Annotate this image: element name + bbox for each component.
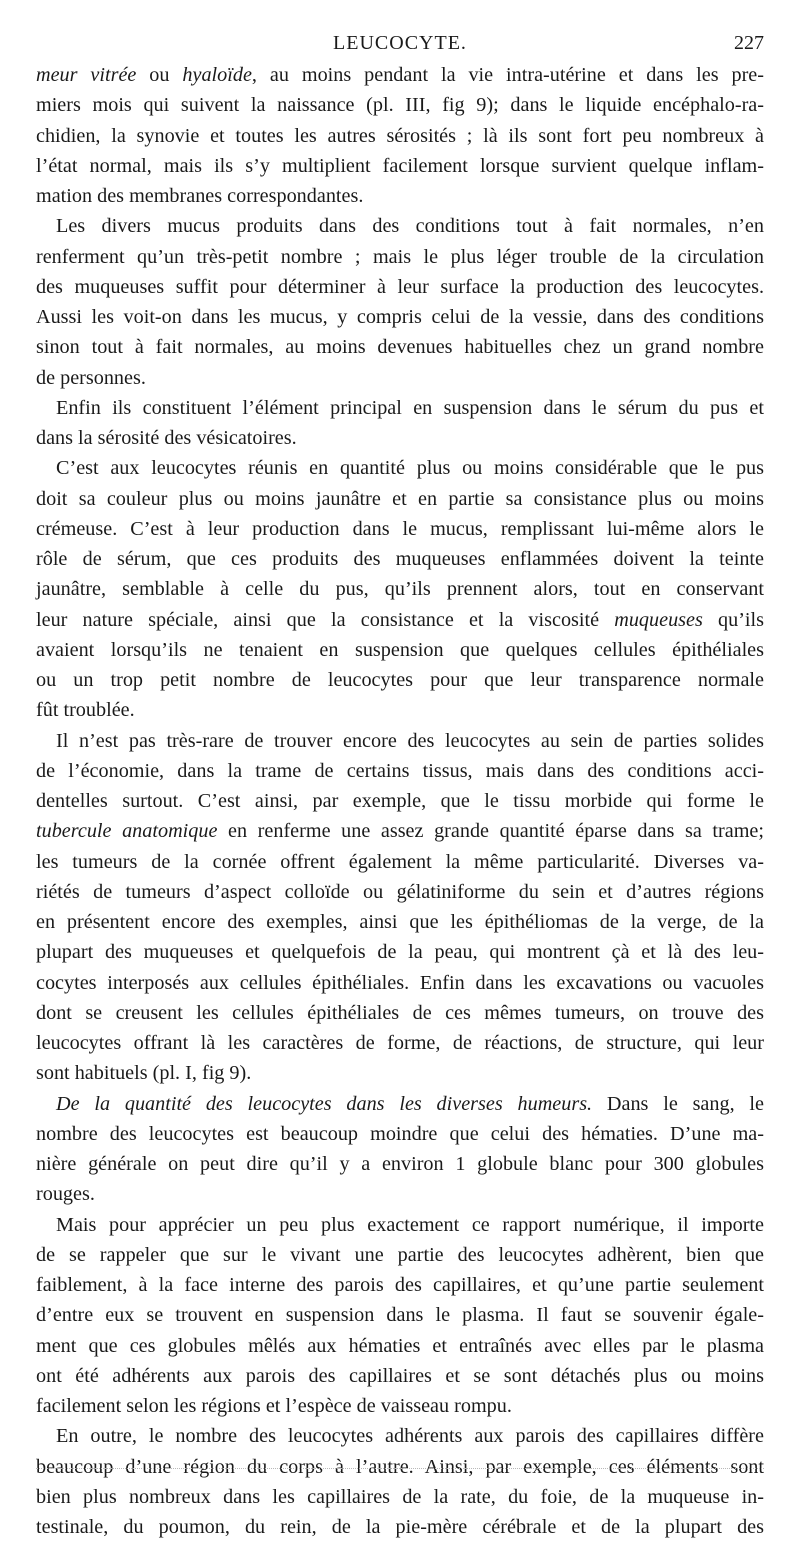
text-segment: dont se creusent les cellules épithéliales de ces mêmes tumeurs, on trouve des bbox=[36, 1001, 764, 1024]
text-segment: ou bbox=[136, 64, 183, 86]
italic-text: tubercule anatomique bbox=[36, 820, 218, 843]
text-line bbox=[36, 242, 764, 272]
text-line bbox=[36, 1391, 764, 1421]
text-line bbox=[36, 1452, 764, 1482]
text-line bbox=[36, 1210, 764, 1240]
text-segment: crémeuse. C’est à leur production dans le mucus, remplissant lui-même alors le bbox=[36, 517, 764, 540]
text-line bbox=[36, 90, 764, 120]
running-title: LEUCOCYTE. bbox=[333, 32, 467, 54]
text-segment: Enfin ils constituent l’élément principal en suspension dans le sérum du pus et bbox=[56, 396, 764, 419]
text-line bbox=[36, 151, 764, 181]
text-segment: de personnes. bbox=[36, 366, 146, 389]
text-segment: Les divers mucus produits dans des conditions tout à fait normales, n’en bbox=[56, 215, 764, 238]
text-segment: beaucoup d’une région du corps à l’autre. Ainsi, par exemple, ces éléments sont bbox=[36, 1455, 764, 1478]
text-line bbox=[36, 393, 764, 423]
text-segment: testinale, du poumon, du rein, de la pie-mère cérébrale et de la plupart des bbox=[36, 1516, 764, 1538]
text-segment: C’est aux leucocytes réunis en quantité plus ou moins considérable que le pus bbox=[56, 457, 764, 480]
text-segment: en présentent encore des exemples, ainsi que les épithéliomas de la verge, de la bbox=[36, 911, 764, 933]
text-line bbox=[36, 1300, 764, 1330]
text-segment: plupart des muqueuses et quelquefois de la peau, qui montrent çà et là des leu- bbox=[36, 941, 764, 964]
text-segment: bien plus nombreux dans les capillaires de la rate, du foie, de la muqueuse in- bbox=[36, 1485, 764, 1508]
text-line bbox=[36, 1089, 764, 1119]
text-line bbox=[36, 121, 764, 151]
text-segment: nière générale on peut dire qu’il y a environ 1 globule blanc pour 300 globules bbox=[36, 1153, 764, 1175]
text-line bbox=[36, 847, 764, 877]
text-segment: cocytes interposés aux cellules épithéliales. Enfin dans les excavations ou vacuoles bbox=[36, 971, 764, 994]
text-line bbox=[36, 181, 764, 211]
text-line bbox=[36, 1058, 764, 1088]
text-segment: d’entre eux se trouvent en suspension dans le plasma. Il faut se souvenir égale- bbox=[36, 1304, 764, 1327]
text-line bbox=[36, 1331, 764, 1361]
text-line bbox=[36, 756, 764, 786]
text-line bbox=[36, 272, 764, 302]
text-segment: leur nature spéciale, ainsi que la consistance et la viscosité bbox=[36, 608, 615, 631]
text-line bbox=[36, 726, 764, 756]
text-line bbox=[36, 574, 764, 604]
text-segment: riétés de tumeurs d’aspect colloïde ou gélatiniforme du sein et d’autres régions bbox=[36, 880, 764, 903]
italic-text: muqueuses bbox=[614, 608, 703, 631]
text-line bbox=[36, 1240, 764, 1270]
text-segment: de l’économie, dans la trame de certains tissus, mais dans des conditions acci- bbox=[36, 759, 764, 782]
text-segment: ont été adhérents aux parois des capillaires et se sont détachés plus ou moins bbox=[36, 1364, 764, 1387]
text-line bbox=[36, 1028, 764, 1058]
text-line bbox=[36, 1179, 764, 1209]
text-segment: dentelles surtout. C’est ainsi, par exemple, que le tissu morbide qui forme le bbox=[36, 790, 764, 812]
text-segment: des muqueuses suffit pour déterminer à leur surface la production des leucocytes. bbox=[36, 275, 764, 298]
text-segment: en renferme une assez grande quantité éparse dans sa trame; bbox=[217, 820, 765, 843]
text-line bbox=[36, 1482, 764, 1512]
text-segment: chidien, la synovie et toutes les autres sérosités ; là ils sont fort peu nombreux à bbox=[36, 124, 764, 147]
text-line bbox=[36, 332, 764, 362]
text-line bbox=[36, 695, 764, 725]
text-line bbox=[36, 635, 764, 665]
text-segment: dans la sérosité des vésicatoires. bbox=[36, 427, 297, 449]
text-segment: rouges. bbox=[36, 1183, 95, 1206]
page-header bbox=[36, 28, 764, 58]
text-line bbox=[36, 1361, 764, 1391]
text-line bbox=[36, 1119, 764, 1149]
text-line bbox=[36, 968, 764, 998]
text-line bbox=[36, 665, 764, 695]
text-line bbox=[36, 544, 764, 574]
text-segment: les tumeurs de la cornée offrent également la même particularité. Diverses va- bbox=[36, 850, 764, 873]
bottom-margin-rule bbox=[36, 1468, 764, 1471]
text-line bbox=[36, 1270, 764, 1300]
text-line bbox=[36, 211, 764, 241]
text-line bbox=[36, 998, 764, 1028]
text-segment: jaunâtre, semblable à celle du pus, qu’ils prennent alors, tout en conservant bbox=[36, 578, 764, 601]
text-segment: ment que ces globules mêlés aux hématies et entraînés avec elles par le plasma bbox=[36, 1334, 764, 1357]
text-segment: l’état normal, mais ils s’y multiplient facilement lorsque survient quelque inflam- bbox=[36, 154, 764, 177]
text-line bbox=[36, 1512, 764, 1542]
text-segment: sont habituels (pl. I, fig 9). bbox=[36, 1062, 252, 1085]
text-line bbox=[36, 1149, 764, 1179]
text-segment: nombre des leucocytes est beaucoup moindre que celui des hématies. D’une ma- bbox=[36, 1122, 764, 1145]
text-line bbox=[36, 363, 764, 393]
italic-text: De la quantité des leucocytes dans les diverses humeurs. bbox=[56, 1092, 593, 1115]
text-line bbox=[36, 60, 764, 90]
text-segment: ou un trop petit nombre de leucocytes pour que leur transparence normale bbox=[36, 669, 764, 691]
text-segment: avaient lorsqu’ils ne tenaient en suspension que quelques cellules épithéliales bbox=[36, 638, 764, 661]
text-segment: faiblement, à la face interne des parois des capillaires, et qu’une partie seulement bbox=[36, 1274, 764, 1296]
text-segment: de se rappeler que sur le vivant une partie des leucocytes adhèrent, bien que bbox=[36, 1243, 764, 1266]
text-line bbox=[36, 786, 764, 816]
text-segment: facilement selon les régions et l’espèce de vaisseau rompu. bbox=[36, 1395, 512, 1417]
page-number: 227 bbox=[734, 32, 764, 54]
text-segment: Mais pour apprécier un peu plus exactement ce rapport numérique, il importe bbox=[56, 1213, 764, 1236]
text-line bbox=[36, 605, 764, 635]
text-segment: Il n’est pas très-rare de trouver encore des leucocytes au sein de parties solides bbox=[56, 729, 764, 752]
body-text bbox=[36, 60, 764, 1542]
italic-text: meur vitrée bbox=[36, 64, 137, 86]
text-segment: En outre, le nombre des leucocytes adhérents aux parois des capillaires diffère bbox=[56, 1425, 764, 1448]
text-line bbox=[36, 877, 764, 907]
text-segment: qu’ils bbox=[702, 608, 764, 631]
text-line bbox=[36, 453, 764, 483]
text-line bbox=[36, 514, 764, 544]
text-segment: Aussi les voit-on dans les mucus, y compris celui de la vessie, dans des conditions bbox=[36, 306, 764, 328]
italic-text: hyaloïde bbox=[182, 64, 252, 86]
text-segment: renferment qu’un très-petit nombre ; mais le plus léger trouble de la circulation bbox=[36, 245, 764, 268]
text-line bbox=[36, 907, 764, 937]
text-line bbox=[36, 1421, 764, 1451]
text-line bbox=[36, 937, 764, 967]
text-segment: , au moins pendant la vie intra-utérine et dans les pre- bbox=[251, 64, 764, 86]
text-segment: sinon tout à fait normales, au moins devenues habituelles chez un grand nombre bbox=[36, 336, 764, 359]
text-segment: miers mois qui suivent la naissance (pl. III, fig 9); dans le liquide encéphalo-ra- bbox=[36, 94, 764, 117]
text-line bbox=[36, 302, 764, 332]
text-line bbox=[36, 484, 764, 514]
text-segment: mation des membranes correspondantes. bbox=[36, 185, 364, 207]
text-segment: leucocytes offrant là les caractères de forme, de réactions, de structure, qui leur bbox=[36, 1032, 764, 1054]
text-segment: rôle de sérum, que ces produits des muqueuses enflammées doivent la teinte bbox=[36, 548, 764, 570]
text-line bbox=[36, 816, 764, 846]
text-segment: Dans le sang, le bbox=[592, 1092, 765, 1115]
text-segment: doit sa couleur plus ou moins jaunâtre et en partie sa consistance plus ou moins bbox=[36, 487, 764, 510]
text-line bbox=[36, 423, 764, 453]
text-segment: fût troublée. bbox=[36, 699, 135, 722]
